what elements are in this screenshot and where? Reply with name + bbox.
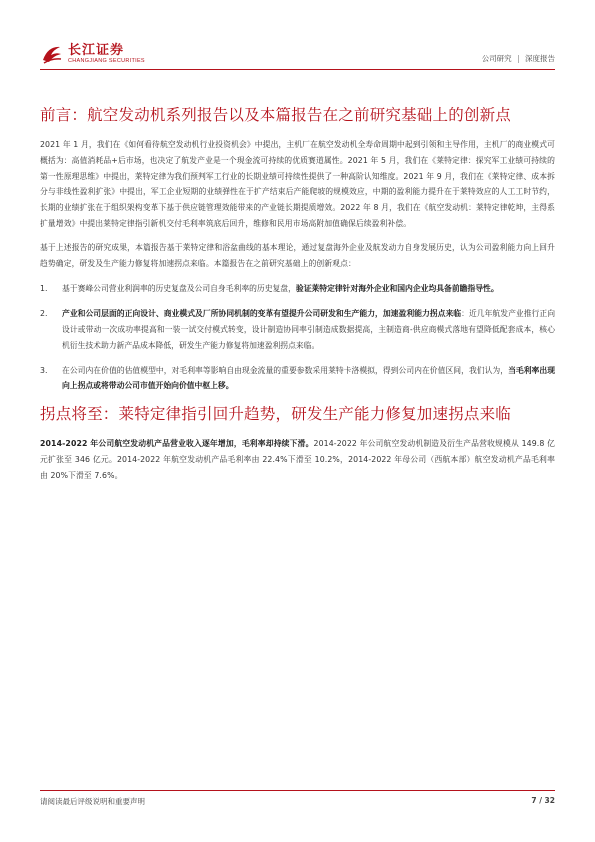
list-item-emphasis: 产业和公司层面的正向设计、商业模式及厂所协同机制的变革有望提升公司研发和生产能力，加速盈利能力拐点来临 [62, 309, 462, 319]
page-number: 7 / 32 [531, 796, 555, 805]
page-header [40, 42, 555, 68]
innovation-points-list [40, 281, 555, 394]
main-content [40, 104, 555, 484]
header-divider [40, 69, 555, 70]
list-item-emphasis: 验证莱特定律针对海外企业和国内企业均具备前瞻指导性。 [295, 284, 499, 294]
list-item-number: 2. [40, 309, 48, 319]
logo-name-cn: 长江证券 [68, 43, 125, 58]
inflection-heading: 拐点将至：莱特定律指引回升趋势，研发生产能力修复加速拐点来临 [40, 405, 512, 424]
inflection-paragraph [40, 436, 555, 483]
category-label: 公司研究 [481, 54, 512, 63]
preface-heading: 前言：航空发动机系列报告以及本篇报告在之前研究基础上的创新点 [40, 106, 512, 124]
list-item-text: 在公司内在价值的估值模型中，对毛利率等影响自由现金流量的重要参数采用莱特卡洛模拟，得到公司内在价值区间，我们认为， [62, 365, 509, 375]
report-type-label: 深度报告 [525, 54, 555, 63]
list-item [40, 363, 555, 395]
logo-name-en: CHANGJIANG SECURITIES [68, 58, 145, 64]
list-item-number: 1. [40, 284, 48, 294]
inflection-text: 2014-2022 年公司航空发动机制造及衍生产品营收规模从 149.8 亿元扩张至 346 亿元。2014-2022 年航空发动机产品毛利率由 22.4%下滑至 10.2%，2014-2022 年母公司（西航本部）航空发动机产品毛利率由 20%下滑至 7.6%。 [40, 439, 555, 480]
inflection-emphasis: 2014-2022 年公司航空发动机产品营业收入逐年增加，毛利率却持续下滑。 [40, 439, 314, 449]
preface-paragraph-1: 2021 年 1 月，我们在《如何看待航空发动机行业投资机会》中提出，主机厂在航空发动机全寿命周期中起到引领和主导作用，主机厂的商业模式可概括为：高值消耗品+后市场，也决定了航发产业是一个現金流可持续的优质赛道属性。2021 年 5 月，我们在《莱特定律：探究军工业绩可持续的第一性原理思维》中提出，莱特定律为我们预判军工行业的长期业绩可持续性提供了一种高阶认知维度。2021 年 9 月，我们在《莱特定律、成本拆分与非线性盈利扩张》中提出，军工企业短期的业绩弹性在于扩产结束后产能爬坡的规模效应，中期的盈利能力提升在于莱特效应的人工工时节约，长期的业绩扩张在于组织架构变革下基于供应链管理效能带来的产业链长期提质增效。2022 年 8 月，我们在《航空发动机：莱特定律乾坤，主得系扩量增效》中提出莱特定律指引新机交付毛利率筑底后回升，维修和民用市场高附加值确保后续盈利补偿。 [40, 140, 555, 228]
list-item-text: ：近几年航发产业推行正向设计或带动一次成功率提高和一装一试交付模式转变，设计制造协同率引制造成数据提高，主制造商-供应商模式落地有望降低配套成本，核心机衍生技术助力新产品成本降低，研发生产能力修复将加速盈利拐点来临。 [62, 309, 556, 350]
list-item-number: 3. [40, 365, 48, 375]
report-category [482, 53, 555, 64]
preface-paragraph-2: 基于上述报告的研究成果，本篇报告基于莱特定律和浴盆曲线的基本理论，通过复盘海外企业及航发动力自身发展历史，认为公司盈利能力向上回升趋势确定，研发及生产能力修复将加速拐点来临。本篇报告在之前研究基础上的创新观点： [40, 242, 555, 268]
list-item-emphasis: 当毛利率出现向上拐点或将带动公司市值开始向价值中枢上移。 [62, 365, 556, 391]
list-item [40, 306, 555, 353]
logo-mark-icon [40, 42, 64, 66]
disclaimer-note: 请阅读最后评级说明和重要声明 [40, 797, 145, 806]
company-logo [40, 42, 145, 66]
list-item [40, 281, 555, 297]
category-separator: | [517, 54, 520, 63]
page-footer [40, 790, 555, 806]
list-item-text: 基于赛峰公司营业利润率的历史复盘及公司自身毛利率的历史复盘， [62, 284, 296, 294]
